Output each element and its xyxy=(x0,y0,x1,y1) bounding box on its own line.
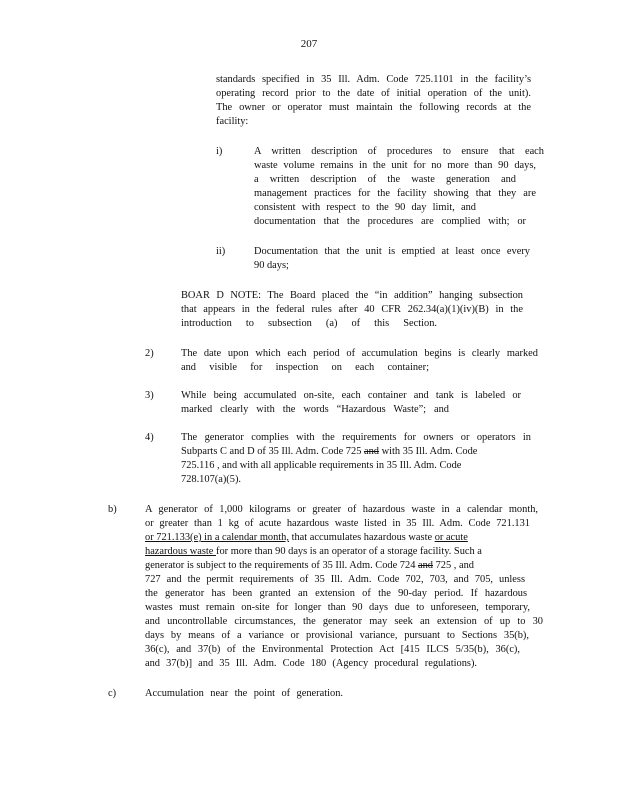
intro-line: facility: xyxy=(216,116,249,127)
struck-text: and xyxy=(417,560,433,571)
item-i-line: management practices for the facility showing that they are xyxy=(254,188,536,199)
item-b-line: or greater than 1 kg of acute hazardous waste listed in 35 Ill. Adm. Code 721.131 xyxy=(145,518,530,529)
board-note-line: introduction to subsection (a) of this Section. xyxy=(181,318,437,329)
item-4-line: 725.116 , and with all applicable requirements in 35 Ill. Adm. Code xyxy=(181,460,462,471)
item-label: 3) xyxy=(145,390,154,401)
item-b-line: hazardous waste for more than 90 days is an operator of a storage facility. Such a xyxy=(145,546,482,557)
intro-line: operating record prior to the date of initial operation of the unit). xyxy=(216,88,531,99)
item-i-line: A written description of procedures to ensure that each xyxy=(254,146,544,157)
item-4-line: Subparts C and D of 35 Ill. Adm. Code 725 and with 35 Ill. Adm. Code xyxy=(181,446,478,457)
page-number: 207 xyxy=(300,38,318,50)
item-b-line: 727 and the permit requirements of 35 Ill. Adm. Code 702, 703, and 705, unless xyxy=(145,574,525,585)
item-3-line: marked clearly with the words “Hazardous Waste”; and xyxy=(181,404,449,415)
item-b-line: A generator of 1,000 kilograms or greater of hazardous waste in a calendar month, xyxy=(145,504,538,515)
item-b-line: the generator has been granted an extension of the 90-day period. If hazardous xyxy=(145,588,527,599)
item-b-line: 36(c), and 37(b) of the Environmental Protection Act [415 ILCS 5/35(b), 36(c), xyxy=(145,644,520,655)
item-b-line: or 721.133(e) in a calendar month, that accumulates hazardous waste or acute xyxy=(145,532,468,543)
item-b-line: days by means of a variance or provisional variance, pursuant to Sections 35(b), xyxy=(145,630,529,641)
item-i-line: waste volume remains in the unit for no more than 90 days, xyxy=(254,160,536,171)
item-label: 4) xyxy=(145,432,154,443)
item-2-line: and visible for inspection on each container; xyxy=(181,362,429,373)
item-4-line: The generator complies with the requirements for owners or operators in xyxy=(181,432,531,443)
inserted-text: or acute xyxy=(434,532,468,543)
item-label: b) xyxy=(108,504,117,515)
struck-text: and xyxy=(363,446,379,457)
item-2-line: The date upon which each period of accumulation begins is clearly marked xyxy=(181,348,538,359)
item-label: 2) xyxy=(145,348,154,359)
intro-line: The owner or operator must maintain the following records at the xyxy=(216,102,531,113)
item-ii-line: 90 days; xyxy=(254,260,289,271)
item-4-line: 728.107(a)(5). xyxy=(181,474,242,485)
item-b-line: wastes must remain on-site for longer than 90 days due to unforeseen, temporary, xyxy=(145,602,530,613)
board-note-line: that appears in the federal rules after 40 CFR 262.34(a)(1)(iv)(B) in the xyxy=(181,304,523,315)
item-i-line: a written description of the waste generation and xyxy=(254,174,516,185)
item-b-line: and uncontrollable circumstances, the generator may seek an extension of up to 30 xyxy=(145,616,543,627)
item-ii-line: Documentation that the unit is emptied at least once every xyxy=(254,246,530,257)
item-i-line: consistent with respect to the 90 day limit, and xyxy=(254,202,476,213)
item-3-line: While being accumulated on-site, each container and tank is labeled or xyxy=(181,390,521,401)
item-label: i) xyxy=(216,146,223,157)
item-c-text: Accumulation near the point of generation. xyxy=(145,688,343,699)
item-b-line: generator is subject to the requirements of 35 Ill. Adm. Code 724 and 725 , and xyxy=(145,560,474,571)
item-i-line: documentation that the procedures are complied with; or xyxy=(254,216,526,227)
intro-line: standards specified in 35 Ill. Adm. Code 725.1101 in the facility’s xyxy=(216,74,531,85)
item-label: c) xyxy=(108,688,117,699)
item-label: ii) xyxy=(216,246,226,257)
inserted-text: hazardous waste xyxy=(145,546,216,557)
board-note-line: BOAR D NOTE: The Board placed the “in addition” hanging subsection xyxy=(181,290,523,301)
inserted-text: or 721.133(e) in a calendar month, xyxy=(145,532,289,543)
item-b-line: and 37(b)] and 35 Ill. Adm. Code 180 (Agency procedural regulations). xyxy=(145,658,477,669)
